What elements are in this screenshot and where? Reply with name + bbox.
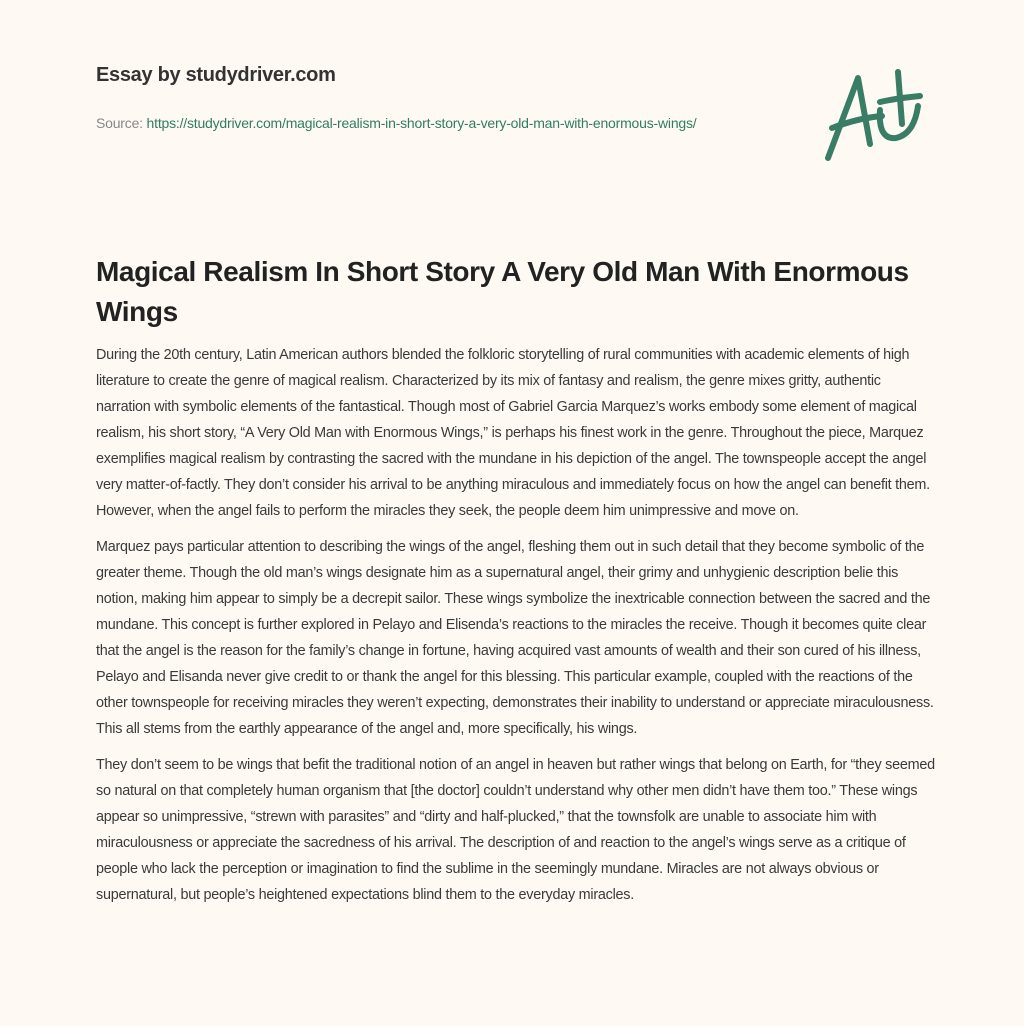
- a-plus-logo-icon: [818, 66, 930, 166]
- source-line: [96, 112, 736, 135]
- source-label: Source:: [96, 115, 147, 131]
- paragraph: During the 20th century, Latin American authors blended the folkloric storytelling of rural communities with academic elements of high literature to create the genre of magical realism. Characterized by its mix of fantasy and realism, the genre mixes gritty, authentic narration with symbolic elements of the fantastical. Though most of Gabriel Garcia Marquez’s works embody some element of magical realism, his short story, “A Very Old Man with Enormous Wings,” is perhaps his finest work in the genre. Throughout the piece, Marquez exemplifies magical realism by contrasting the sacred with the mundane in his depiction of the angel. The townspeople accept the angel very matter-of-factly. They don’t consider his arrival to be anything miraculous and immediately focus on how the angel can benefit them. However, when the angel fails to perform the miracles they seek, the people deem him unimpressive and move on.: [96, 347, 930, 519]
- paragraph: They don’t seem to be wings that befit the traditional notion of an angel in heaven but rather wings that belong on Earth, for “they seemed so natural on that completely human organism that [the doctor] couldn’t understand why other men didn’t have them too.” These wings appear so unimpressive, “strewn with parasites” and “dirty and half-plucked,” that the townsfolk are unable to associate him with miraculousness or appreciate the sacredness of his arrival. The description of and reaction to the angel’s wings serve as a critique of people who lack the perception or imagination to find the sublime in the seemingly mundane. Miracles are not always obvious or supernatural, but people’s heightened expectations blind them to the everyday miracles.: [96, 757, 935, 903]
- article-body: [96, 342, 936, 918]
- source-link[interactable]: https://studydriver.com/magical-realism-in-short-story-a-very-old-man-with-enormous-wings/: [146, 115, 697, 131]
- site-brand: Essay by studydriver.com: [96, 64, 336, 86]
- paragraph: Marquez pays particular attention to describing the wings of the angel, fleshing them out in such detail that they become symbolic of the greater theme. Though the old man’s wings designate him as a supernatural angel, their grimy and unhygienic description belie this notion, making him appear to simply be a decrepit sailor. These wings symbolize the inextricable connection between the sacred and the mundane. This concept is further explored in Pelayo and Elisenda’s reactions to the miracles the receive. Though it becomes quite clear that the angel is the reason for the family’s change in fortune, having acquired vast amounts of wealth and their son cured of his illness, Pelayo and Elisanda never give credit to or thank the angel for this blessing. This particular example, coupled with the reactions of the other townspeople for receiving miracles they weren’t expecting, demonstrates their inability to understand or appreciate miraculousness. This all stems from the earthly appearance of the angel and, more specifically, his wings.: [96, 539, 934, 737]
- article-title: Magical Realism In Short Story A Very Old Man With Enormous Wings: [96, 256, 909, 327]
